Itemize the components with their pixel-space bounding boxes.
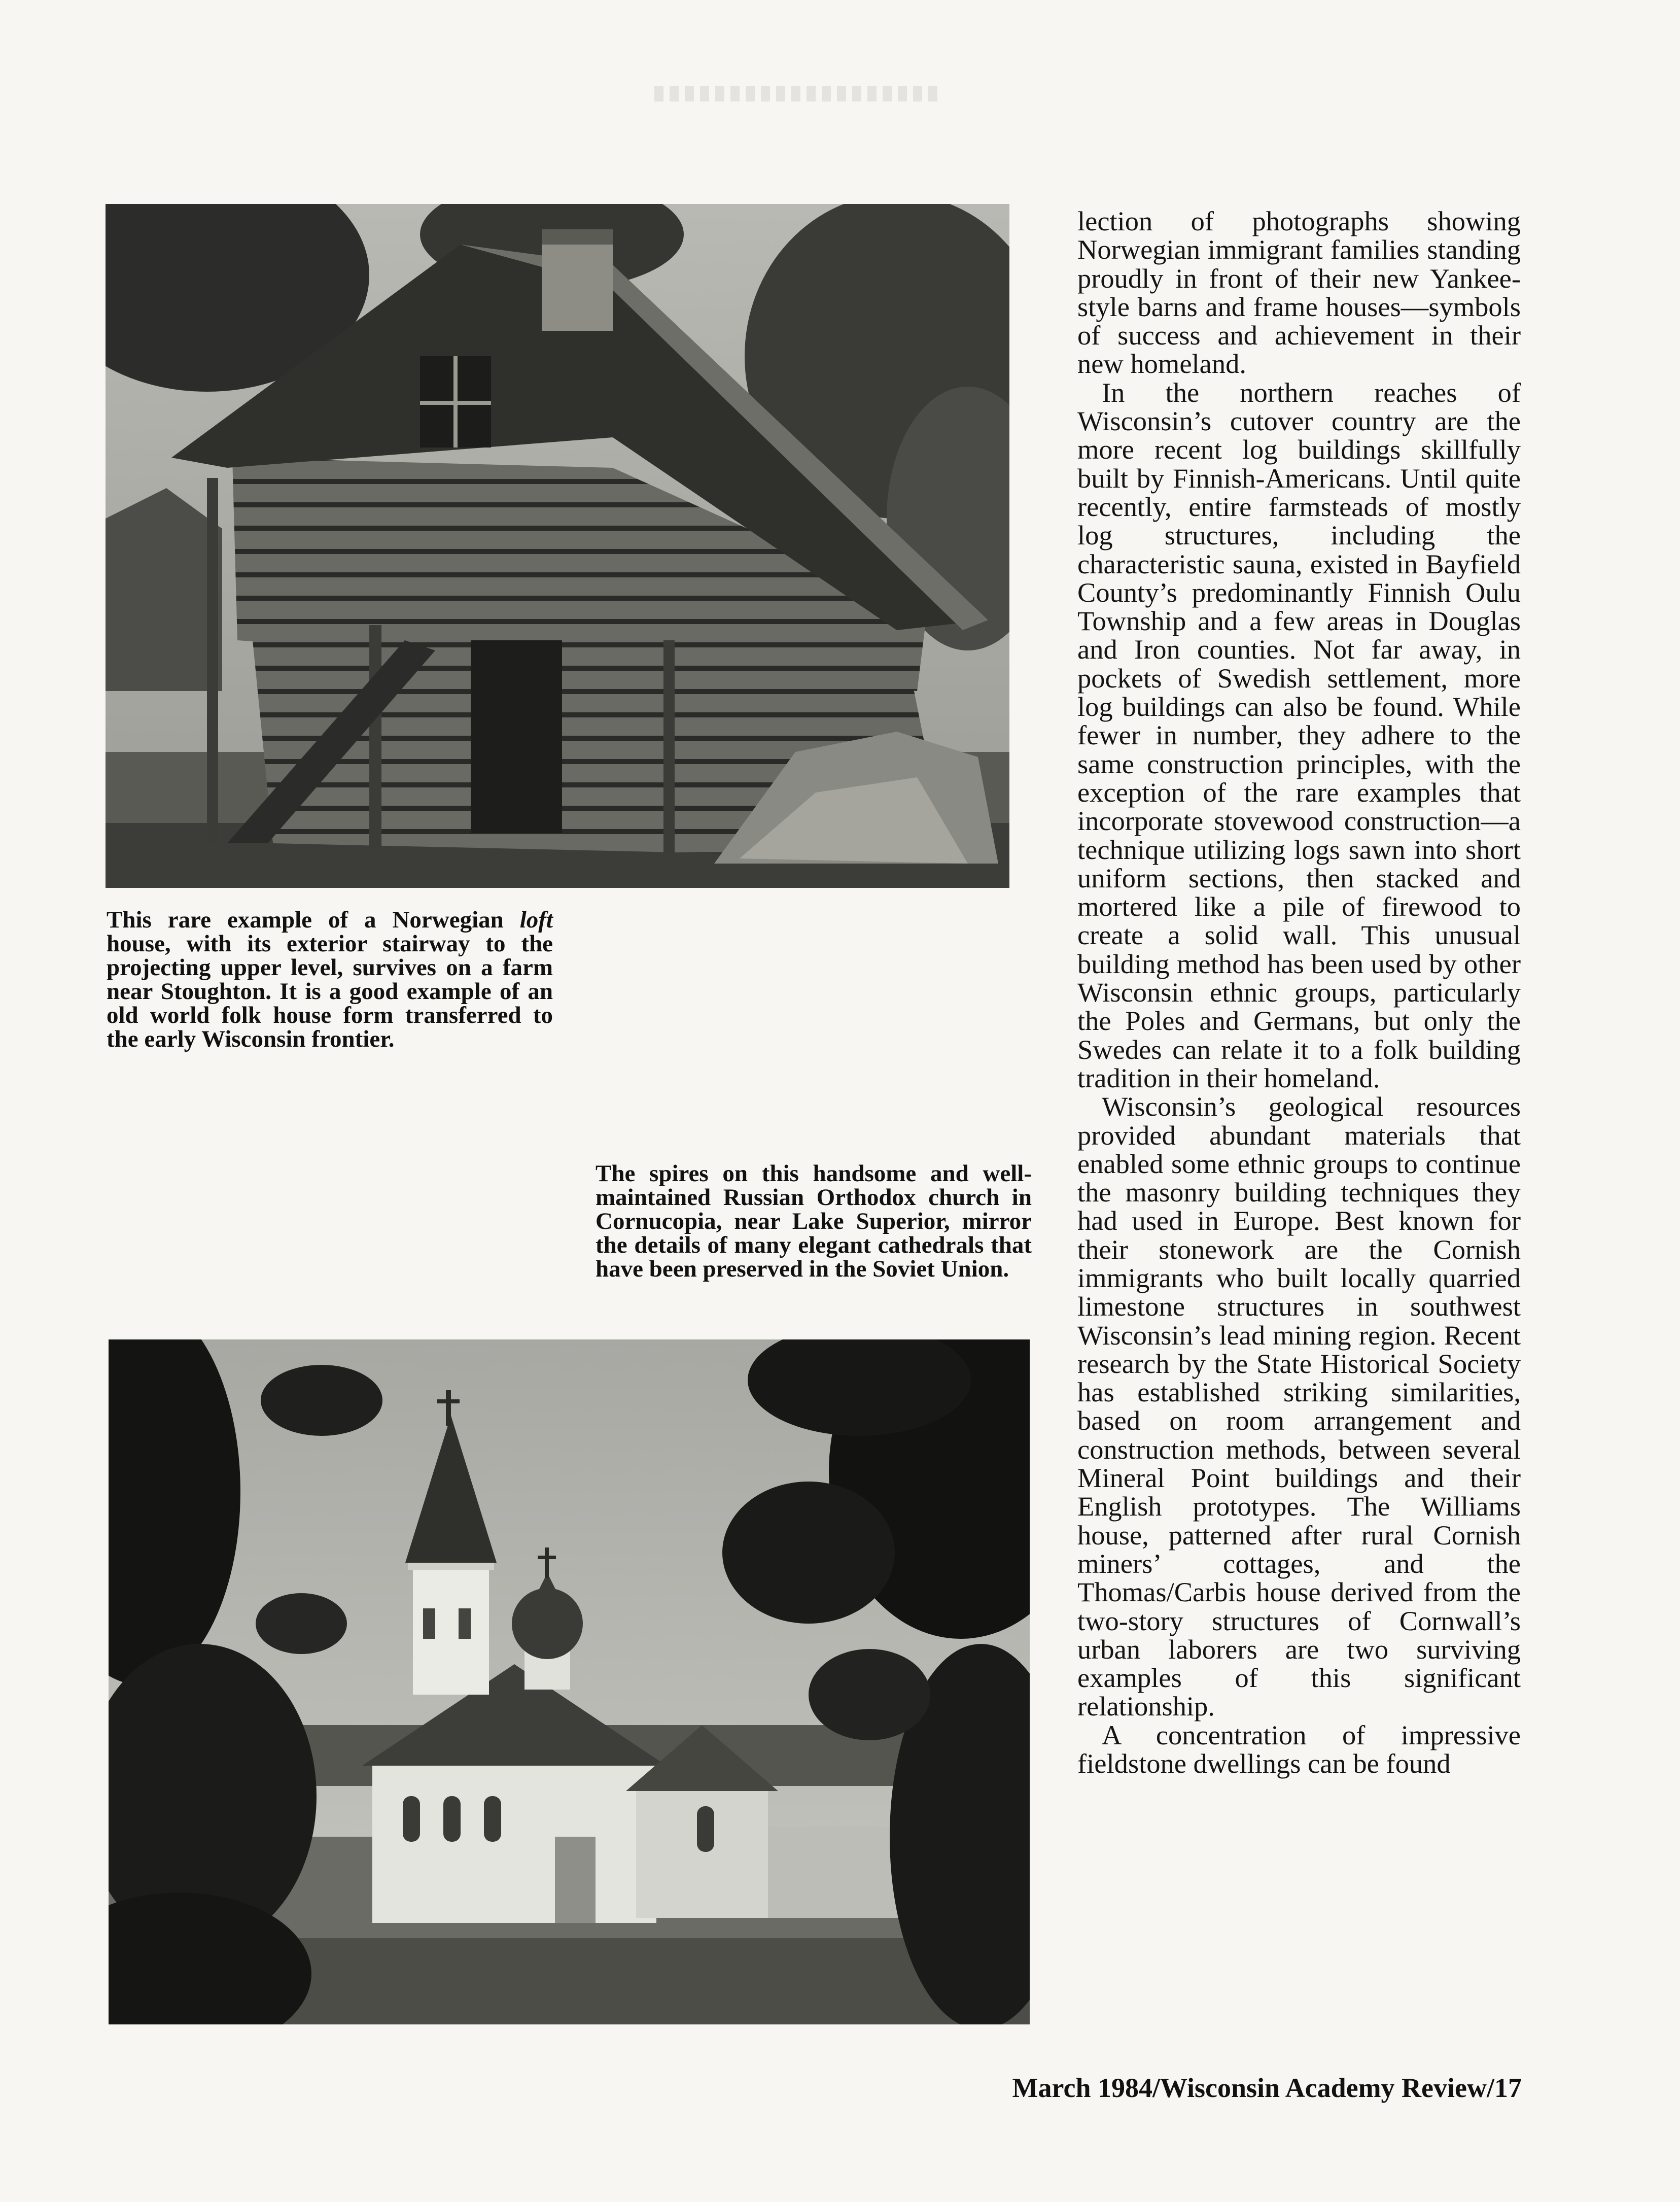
caption-italic-term: loft (519, 907, 553, 933)
church-image (109, 1339, 1030, 2024)
article-column (1077, 207, 1521, 1778)
caption-text-end: house, with its exterior stairway to the projecting upper level, survives on a farm near Stoughton. It is a good example of an old world folk house form transferred to the early Wisconsin frontier. (107, 931, 553, 1052)
caption-text-start: This rare example of a Norwegian (107, 907, 520, 933)
article-paragraph-2: In the northern reaches of Wisconsin’s cutover country are the more recent log buildings skillfully built by Finnish-Americans. Until quite recently, entire farmsteads of mostly log structures, including the characteristic sauna, existed in Bayfield County’s predominantly Finnish Oulu Township and a few areas in Douglas and Iron counties. Not far away, in pockets of Swedish settlement, more log buildings can also be found. While fewer in number, they adhere to the same construction principles, with the exception of the rare examples that incorporate stovewood construction—a technique utilizing logs sawn into short uniform sections, then stacked and mortered like a pile of firewood to create a solid wall. This unusual building method has been used by other Wisconsin ethnic groups, particularly the Poles and Germans, but only the Swedes can relate it to a folk building tradition in their homeland. (1077, 376, 1521, 1093)
loft-house-image (106, 204, 1009, 888)
page-footer: March 1984/Wisconsin Academy Review/17 (1012, 2073, 1522, 2103)
scan-artifact (654, 86, 938, 101)
church-caption: The spires on this handsome and well-maintained Russian Orthodox church in Cornucopia, near Lake Superior, mirror the details of many elegant cathedrals that have been preserved in the Soviet Union. (596, 1160, 1032, 1282)
article-paragraph-4: A concentration of impressive fieldstone dwellings can be found (1077, 1719, 1521, 1779)
article-paragraph-1: lection of photographs showing Norwegian immigrant families standing proudly in front of their new Yankee-style barns and frame houses—symbols of success and achievement in their new homeland. (1077, 205, 1521, 380)
loft-house-photo (106, 204, 1009, 888)
church-photo (109, 1339, 1030, 2024)
loft-house-caption (107, 908, 553, 1051)
article-paragraph-3: Wisconsin’s geological resources provided abundant materials that enabled some ethnic groups to continue the masonry building techniques they had used in Europe. Best known for their stonework are the Cornish immigrants who built locally quarried limestone structures in southwest Wisconsin’s lead mining region. Recent research by the State Historical Society has established striking similarities, based on room arrangement and construction methods, between several Mineral Point buildings and their English prototypes. The Williams house, patterned after rural Cornish miners’ cottages, and the Thomas/Carbis house derived from the two-story structures of Cornwall’s urban laborers are two surviving examples of this significant relationship. (1077, 1091, 1521, 1722)
